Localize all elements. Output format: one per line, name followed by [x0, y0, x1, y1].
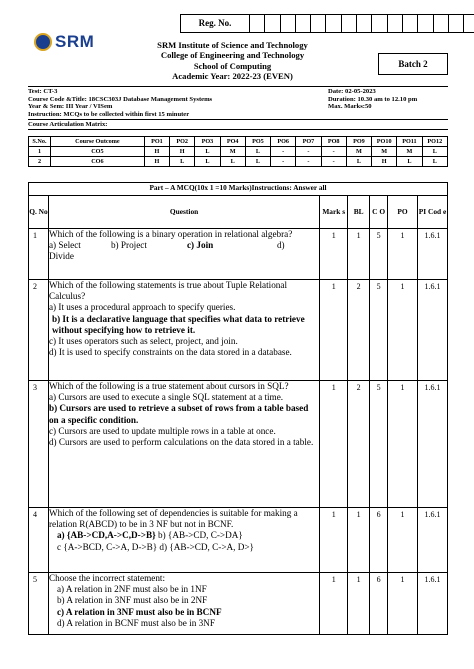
- reg-digit-box: [372, 15, 387, 32]
- header-cell: PO5: [245, 137, 270, 147]
- option-a: a) It uses a procedural approach to specify queries.: [48, 302, 236, 313]
- cell: M: [397, 147, 422, 157]
- header-cell: PO7: [296, 137, 321, 147]
- header-cell: PO1: [144, 137, 169, 147]
- header-cell: PO8: [321, 137, 346, 147]
- part-header-row: [29, 183, 448, 196]
- srm-seal-icon: [34, 33, 52, 51]
- instruction: Instruction: MCQs to be collected within first 15 minuter: [28, 110, 190, 118]
- option-d: d) It is used to specify constraints on the data stored in a database.: [48, 347, 292, 358]
- cell: -: [271, 157, 296, 167]
- reg-digit-box: [357, 15, 372, 32]
- cell: L: [170, 157, 195, 167]
- max-marks: Max. Marks:50: [328, 103, 372, 111]
- question-text: Which of the following is a binary operation in relational algebra?: [48, 229, 293, 239]
- question-row: [29, 229, 448, 280]
- mcq-table: [28, 182, 448, 635]
- reg-digit-box: [449, 15, 464, 32]
- qno-header: Q. No: [29, 196, 49, 229]
- option-b-correct: b) It is a declarative language that specifies what data to retrieve without specifying how to retrieve it.: [51, 313, 305, 335]
- option-a: a) Cursors are used to execute a single SQL statement at a time.: [48, 392, 284, 403]
- question-row: [29, 381, 448, 508]
- reg-no-box: [180, 14, 474, 33]
- question-row: [29, 280, 448, 381]
- question-row: [29, 573, 448, 635]
- option-d: d) {AB->CD, C->A, D>}: [159, 541, 254, 552]
- header-cell: PO3: [195, 137, 220, 147]
- reg-digit-box: [342, 15, 357, 32]
- cell: M: [220, 147, 245, 157]
- divider: [28, 129, 448, 130]
- option-b: b) A relation in 3NF must also be in 2NF: [56, 595, 208, 606]
- reg-digit-box: [403, 15, 418, 32]
- cell: CO5: [50, 147, 144, 157]
- cell: L: [422, 157, 447, 167]
- cell: M: [346, 147, 371, 157]
- reg-digit-box: [296, 15, 311, 32]
- po: 1: [388, 280, 418, 381]
- question-cell: [48, 508, 319, 573]
- cell: H: [170, 147, 195, 157]
- school-name: School of Computing: [193, 60, 272, 71]
- option-d: d) A relation in BCNF must also be in 3NF: [56, 617, 215, 628]
- cell: L: [220, 157, 245, 167]
- divider: [28, 119, 448, 120]
- po: 1: [388, 508, 418, 573]
- reg-digit-box: [464, 15, 474, 32]
- cell: L: [422, 147, 447, 157]
- cell: L: [245, 157, 270, 167]
- header-cell: PO12: [422, 137, 447, 147]
- institute-heading: [120, 40, 345, 82]
- pi-code: 1.6.1: [418, 573, 448, 635]
- option-d: d): [276, 240, 285, 251]
- cell: H: [144, 147, 169, 157]
- header-cell: PO9: [346, 137, 371, 147]
- bl: 1: [348, 573, 370, 635]
- course-articulation-table: [28, 136, 448, 167]
- co: 5: [370, 381, 388, 508]
- question-text: Which of the following is a true statement about cursors in SQL?: [48, 381, 289, 391]
- co: 5: [370, 280, 388, 381]
- bl: 2: [348, 381, 370, 508]
- cell: L: [195, 157, 220, 167]
- srm-logo: [34, 33, 94, 53]
- option-b: b) Project: [110, 240, 147, 251]
- question-number: 2: [29, 280, 49, 381]
- option-c: c) Cursors are used to update multiple rows in a table at once.: [48, 425, 276, 436]
- cell: -: [296, 147, 321, 157]
- question-text: Which of the following set of dependencies is suitable for making a relation R(ABCD) to be in 3 NF but not in BCNF.: [48, 508, 298, 530]
- cell: L: [346, 157, 371, 167]
- question-text: Choose the incorrect statement:: [48, 573, 166, 583]
- question-number: 4: [29, 508, 49, 573]
- co-header: C O: [370, 196, 388, 229]
- reg-digit-box: [281, 15, 296, 32]
- option-a: a) Select: [48, 240, 81, 251]
- question-cell: [48, 280, 319, 381]
- reg-digit-box: [434, 15, 449, 32]
- bl: 1: [348, 508, 370, 573]
- marks-header: Mark s: [320, 196, 348, 229]
- header-cell: Course Outcome: [50, 137, 144, 147]
- batch-box: Batch 2: [378, 53, 448, 75]
- header-cell: PO10: [372, 137, 397, 147]
- option-b: b) {AB->CD, C->DA}: [157, 530, 243, 541]
- option-c: c) It uses operators such as select, project, and join.: [48, 336, 238, 347]
- pi-header: PI Cod e: [418, 196, 448, 229]
- academic-year: Academic Year: 2022-23 (EVEN): [172, 71, 293, 82]
- reg-no-label: Reg. No.: [181, 15, 250, 32]
- cell: H: [144, 157, 169, 167]
- reg-digit-box: [250, 15, 265, 32]
- question-cell: [48, 573, 319, 635]
- marks: 1: [320, 573, 348, 635]
- reg-digit-box: [311, 15, 326, 32]
- pi-code: 1.6.1: [418, 508, 448, 573]
- options: [49, 240, 319, 251]
- duration: Duration: 10.30 am to 12.10 pm: [328, 95, 418, 103]
- exam-date: Date: 02-05-2023: [328, 88, 376, 95]
- header-cell: PO6: [271, 137, 296, 147]
- reg-digit-box: [265, 15, 280, 32]
- po: 1: [388, 381, 418, 508]
- cell: CO6: [50, 157, 144, 167]
- cell: L: [195, 147, 220, 157]
- bl: 2: [348, 280, 370, 381]
- matrix-title: Course Articulation Matrix:: [28, 121, 108, 128]
- question-number: 1: [29, 229, 49, 280]
- marks: 1: [320, 229, 348, 280]
- cell: 2: [29, 157, 51, 167]
- question-cell: [48, 381, 319, 508]
- header-cell: PO2: [170, 137, 195, 147]
- cell: M: [372, 147, 397, 157]
- po: 1: [388, 573, 418, 635]
- option-b-correct: b) Cursors are used to retrieve a subset of rows from a table based on a specific condition.: [48, 403, 309, 425]
- question-number: 5: [29, 573, 49, 635]
- option-d-text: Divide: [48, 251, 74, 262]
- po-header: PO: [388, 196, 418, 229]
- course-title: Course Code &Title: 18CSC303J Database Management Systems: [28, 95, 213, 103]
- institute-name: SRM Institute of Science and Technology: [157, 40, 308, 50]
- po: 1: [388, 229, 418, 280]
- table-header-row: [29, 196, 448, 229]
- test-name: Test: CT-3: [28, 88, 58, 95]
- college-name: College of Engineering and Technology: [160, 50, 305, 61]
- cell: 1: [29, 147, 51, 157]
- option-a-correct: a) {AB->CD,A->C,D->B}: [56, 530, 156, 541]
- reg-digit-box: [388, 15, 403, 32]
- option-c: c {A->BCD, C->A, D->B}: [56, 541, 158, 552]
- pi-code: 1.6.1: [418, 229, 448, 280]
- cell: -: [296, 157, 321, 167]
- exam-info: [28, 88, 448, 118]
- question-row: [29, 508, 448, 573]
- options: [49, 542, 319, 553]
- table-row: [29, 157, 448, 167]
- co: 6: [370, 573, 388, 635]
- header-cell: PO4: [220, 137, 245, 147]
- co: 5: [370, 229, 388, 280]
- marks: 1: [320, 280, 348, 381]
- cell: H: [372, 157, 397, 167]
- cell: L: [397, 157, 422, 167]
- option-a: a) A relation in 2NF must also be in 1NF: [56, 584, 207, 595]
- cell: -: [321, 147, 346, 157]
- reg-digit-box: [418, 15, 433, 32]
- logo-text: SRM: [55, 32, 95, 51]
- cell: L: [245, 147, 270, 157]
- bl: 1: [348, 229, 370, 280]
- marks: 1: [320, 508, 348, 573]
- co: 6: [370, 508, 388, 573]
- question-text: Which of the following statements is true about Tuple Relational Calculus?: [48, 280, 288, 302]
- year-sem: Year & Sem: III Year / VISem: [28, 103, 113, 111]
- table-header-row: [29, 137, 448, 147]
- table-row: [29, 147, 448, 157]
- pi-code: 1.6.1: [418, 280, 448, 381]
- divider: [28, 86, 448, 87]
- bl-header: BL: [348, 196, 370, 229]
- header-cell: PO11: [397, 137, 422, 147]
- option-c-correct: c) A relation in 3NF must also be in BCNF: [56, 606, 222, 617]
- part-title: Part – A MCQ(10x 1 =10 Marks)Instructions: Answer all: [29, 183, 448, 196]
- options: [49, 530, 319, 541]
- question-header: Question: [48, 196, 319, 229]
- cell: -: [271, 147, 296, 157]
- option-d: d) Cursors are used to perform calculations on the data stored in a table.: [48, 437, 314, 448]
- question-number: 3: [29, 381, 49, 508]
- option-c-correct: c) Join: [186, 240, 214, 251]
- reg-digit-box: [326, 15, 341, 32]
- question-cell: [48, 229, 319, 280]
- marks: 1: [320, 381, 348, 508]
- header-cell: S.No.: [29, 137, 51, 147]
- cell: -: [321, 157, 346, 167]
- pi-code: 1.6.1: [418, 381, 448, 508]
